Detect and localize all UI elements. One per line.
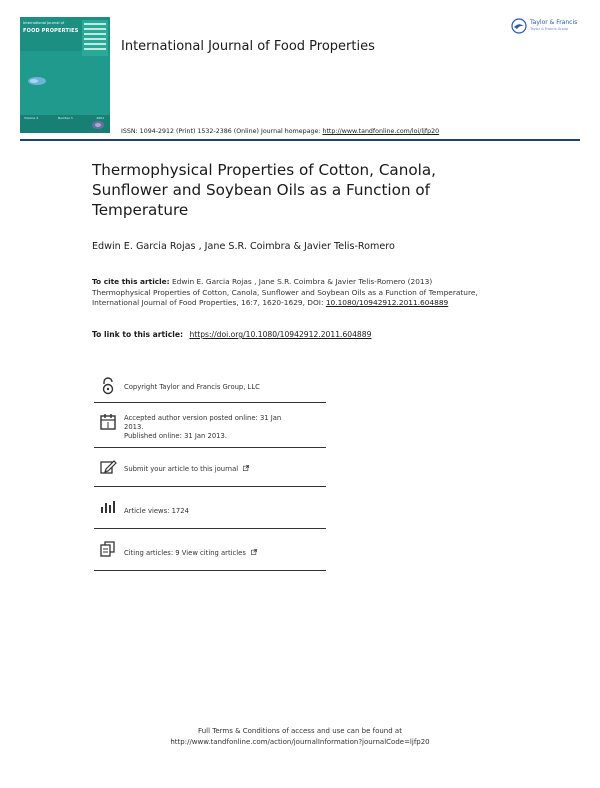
- article-info-list: [94, 366, 326, 588]
- info-list-spacer: [94, 571, 326, 588]
- footer-terms-text: Full Terms & Conditions of access and use can be found at: [198, 727, 402, 735]
- citing-articles-text: Citing articles: 9 View citing articles: [124, 549, 246, 557]
- header-divider: [20, 139, 580, 141]
- cover-issue: Number 1: [58, 116, 73, 120]
- cover-side-panel: [82, 20, 108, 56]
- article-views-row[interactable]: [94, 487, 326, 529]
- citation-label: To cite this article:: [92, 277, 170, 286]
- journal-title: International Journal of Food Properties: [121, 39, 375, 54]
- cover-volume: Volume 4: [24, 116, 39, 120]
- cover-journal-big: FOOD PROPERTIES: [23, 28, 79, 34]
- cover-journal-small: International Journal of: [23, 21, 65, 25]
- publication-dates-row: [94, 403, 326, 448]
- article-link-line: [92, 330, 371, 339]
- submit-row[interactable]: [94, 448, 326, 487]
- article-doi-url[interactable]: https://doi.org/10.1080/10942912.2011.604889: [189, 330, 372, 339]
- cover-illustration-icon: [26, 75, 48, 87]
- article-link-label: To link to this article:: [92, 330, 184, 339]
- bar-chart-icon: [99, 498, 117, 516]
- terms-footer: [0, 726, 600, 747]
- external-link-icon: [251, 549, 257, 555]
- citing-icon: [99, 540, 117, 558]
- journal-homepage-link[interactable]: http://www.tandfonline.com/loi/ljfp20: [322, 128, 440, 135]
- taylor-francis-logo-icon: [511, 18, 527, 34]
- publisher-logo-name: Taylor & Francis: [530, 19, 578, 26]
- publisher-logo-subtitle: Taylor & Francis Group: [530, 27, 569, 31]
- journal-cover-thumbnail[interactable]: [20, 17, 110, 133]
- citation-block: [92, 277, 492, 309]
- article-views-text: Article views: 1724: [124, 507, 189, 515]
- copyright-row: [94, 366, 326, 403]
- citation-doi-link[interactable]: 10.1080/10942912.2011.604889: [325, 298, 449, 308]
- submit-article-link[interactable]: [124, 465, 324, 474]
- citing-articles-link[interactable]: [124, 549, 324, 558]
- copyright-text: Copyright Taylor and Francis Group, LLC: [124, 383, 260, 391]
- footer-terms-url[interactable]: http://www.tandfonline.com/action/journalInformation?journalCode=ljfp20: [170, 737, 430, 746]
- edit-icon: [99, 458, 117, 476]
- issn-text: ISSN: 1094-2912 (Print) 1532-2386 (Online) Journal homepage:: [121, 128, 321, 135]
- cover-year: 2001: [96, 116, 104, 120]
- submit-article-text: Submit your article to this journal: [124, 465, 239, 473]
- article-authors: Edwin E. Garcia Rojas , Jane S.R. Coimbra & Javier Telis-Romero: [92, 241, 395, 252]
- accepted-date: Accepted author version posted online: 31 Jan 2013.: [124, 414, 282, 431]
- article-title: Thermophysical Properties of Cotton, Canola, Sunflower and Soybean Oils as a Function of Temperature: [92, 161, 437, 219]
- open-access-icon: [99, 377, 117, 395]
- external-link-icon: [243, 465, 249, 471]
- citing-articles-row[interactable]: [94, 529, 326, 571]
- citation-text: Edwin E. Garcia Rojas , Jane S.R. Coimbra & Javier Telis-Romero (2013) Thermophysical Properties of Cotton, Canola, Sunflower and Soybean Oils as a Function of Temperature, International Journal of Food Properties, 16:7, 1620-1629, DOI:: [92, 277, 478, 308]
- publisher-logo[interactable]: [511, 17, 583, 37]
- calendar-icon: [99, 413, 117, 431]
- cover-publisher-logo-icon: [91, 120, 105, 130]
- issn-line: [121, 128, 439, 135]
- published-date: Published online: 31 Jan 2013.: [124, 432, 227, 440]
